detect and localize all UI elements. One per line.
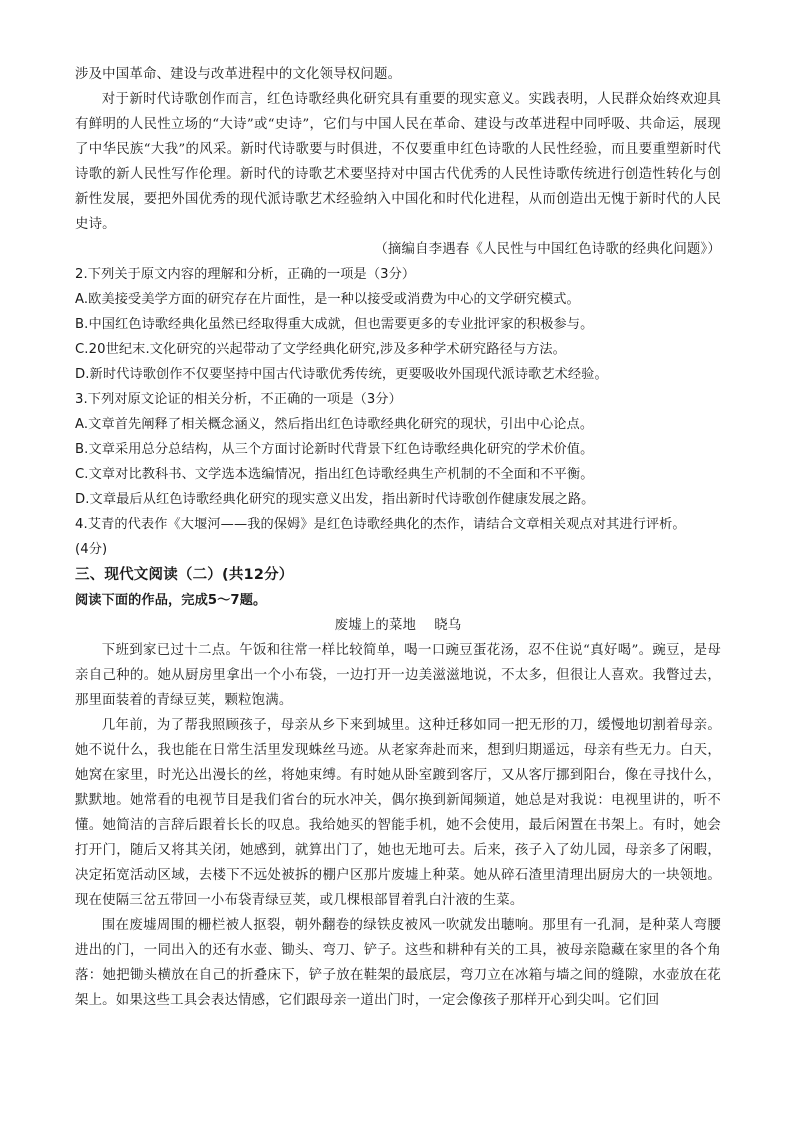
question-2-option-c: C.20世纪末.文化研究的兴起带动了文学经典化研究,涉及多种学术研究路径与方法。 [75, 342, 566, 357]
story-paragraph-1: 下班到家已过十二点。午饭和往常一样比较简单，喝一口豌豆蛋花汤，忍不住说“真好喝”。豌豆，是母亲自己种的。她从厨房里拿出一个小布袋，一边打开一边美滋滋地说，不太多，但很让人喜欢。我瞥过去，那里面装着的青绿豆荚，颗粒饱满。 [75, 643, 721, 708]
question-3-stem: 3.下列对原文论证的相关分析，不正确的一项是（3分） [75, 392, 402, 407]
passage-continuation-line: 涉及中国革命、建设与改革进程中的文化领导权问题。 [75, 67, 402, 82]
question-3-option-c: C.文章对比教科书、文学选本选编情况，指出红色诗歌经典生产机制的不全面和不平衡。 [75, 467, 594, 482]
passage-source: （摘编自李遇春《人民性与中国红色诗歌的经典化问题》） [374, 242, 721, 257]
passage-final-paragraph: 对于新时代诗歌创作而言，红色诗歌经典化研究具有重要的现实意义。实践表明，人民群众始终欢迎具有鲜明的人民性立场的“大诗”或“史诗”，它们与中国人民在革命、建设与改革进程中同呼吸、共命运，展现了中华民族“大我”的风采。新时代诗歌要与时俱进，不仅要重申红色诗歌的人民性经验，而且要重塑新时代诗歌的新人民性写作伦理。新时代的诗歌艺术要坚持对中国古代优秀的人民性诗歌传统进行创造性转化与创新性发展，要把外国优秀的现代派诗歌艺术经验纳入中国化和时代化进程，从而创造出无愧于新时代的人民史诗。 [75, 92, 721, 232]
question-2-stem: 2.下列关于原文内容的理解和分析，正确的一项是（3分） [75, 267, 416, 282]
section-3-heading: 三、现代文阅读（二）(共12分） [75, 567, 294, 583]
question-4-score: (4分) [75, 542, 108, 557]
question-3-option-b: B.文章采用总分总结构，从三个方面讨论新时代背景下红色诗歌经典化研究的学术价值。 [75, 442, 594, 457]
story-title: 废墟上的菜地 晓乌 [334, 618, 462, 633]
question-3-option-a: A.文章首先阐释了相关概念涵义，然后指出红色诗歌经典化研究的现状，引出中心论点。 [75, 417, 594, 432]
question-4-stem: 4.艾青的代表作《大堰河——我的保姆》是红色诗歌经典化的杰作，请结合文章相关观点对其进行评析。 [75, 517, 686, 532]
question-3-option-d: D.文章最后从红色诗歌经典化研究的现实意义出发，指出新时代诗歌创作健康发展之路。 [75, 492, 595, 507]
section-3-instruction: 阅读下面的作品，完成5～7题。 [75, 593, 267, 608]
question-2-option-a: A.欧美接受美学方面的研究存在片面性，是一种以接受或消费为中心的文学研究模式。 [75, 292, 580, 307]
story-paragraph-2: 几年前，为了帮我照顾孩子，母亲从乡下来到城里。这种迁移如同一把无形的刀，缓慢地切割着母亲。她不说什么，我也能在日常生活里发现蛛丝马迹。从老家奔赴而来，想到归期遥远，母亲有些无力。白天，她窝在家里，时光込出漫长的丝，将她束缚。有时她从卧室踱到客厅，又从客厅挪到阳台，像在寻找什么，默默地。她常看的电视节目是我们省台的玩水冲关，偶尔换到新闻频道，她总是对我说：电视里讲的，听不懂。她简洁的言辞后跟着长长的叹息。我给她买的智能手机，她不会使用，最后闲置在书架上。有时，她会打开门，随后又将其关闭，她感到，就算出门了，她也无地可去。后来，孩子入了幼儿园，母亲多了闲暇，决定拓宽活动区域，去楼下不远处被拆的棚户区那片废墟上种菜。她从碎石渣里清理出厨房大的一块领地。现在使隔三岔五带回一小布袋青绿豆荚，或几棵根部冒着乳白汁液的生菜。 [75, 718, 721, 908]
question-2-option-d: D.新时代诗歌创作不仅要坚持中国古代诗歌优秀传统，更要吸收外国现代派诗歌艺术经验。 [75, 367, 608, 382]
question-2-option-b: B.中国红色诗歌经典化虽然已经取得重大成就，但也需要更多的专业批评家的积极参与。 [75, 317, 594, 332]
story-paragraph-3: 围在废墟周围的栅栏被人抠裂，朝外翻卷的绿铁皮被风一吹就发出聴响。那里有一孔洞，是种菜人弯腰进出的门，一同出入的还有水壶、锄头、弯刀、铲子。这些和耕种有关的工具，被母亲隐藏在家里的各个角落：她把锄头横放在自己的折叠床下，铲子放在鞋架的最底层，弯刀立在冰箱与墙之间的缝隙，水壶放在花架上。如果这些工具会表达情感，它们跟母亲一道出门时，一定会像孩子那样开心到尖叫。它们回 [75, 918, 721, 1008]
